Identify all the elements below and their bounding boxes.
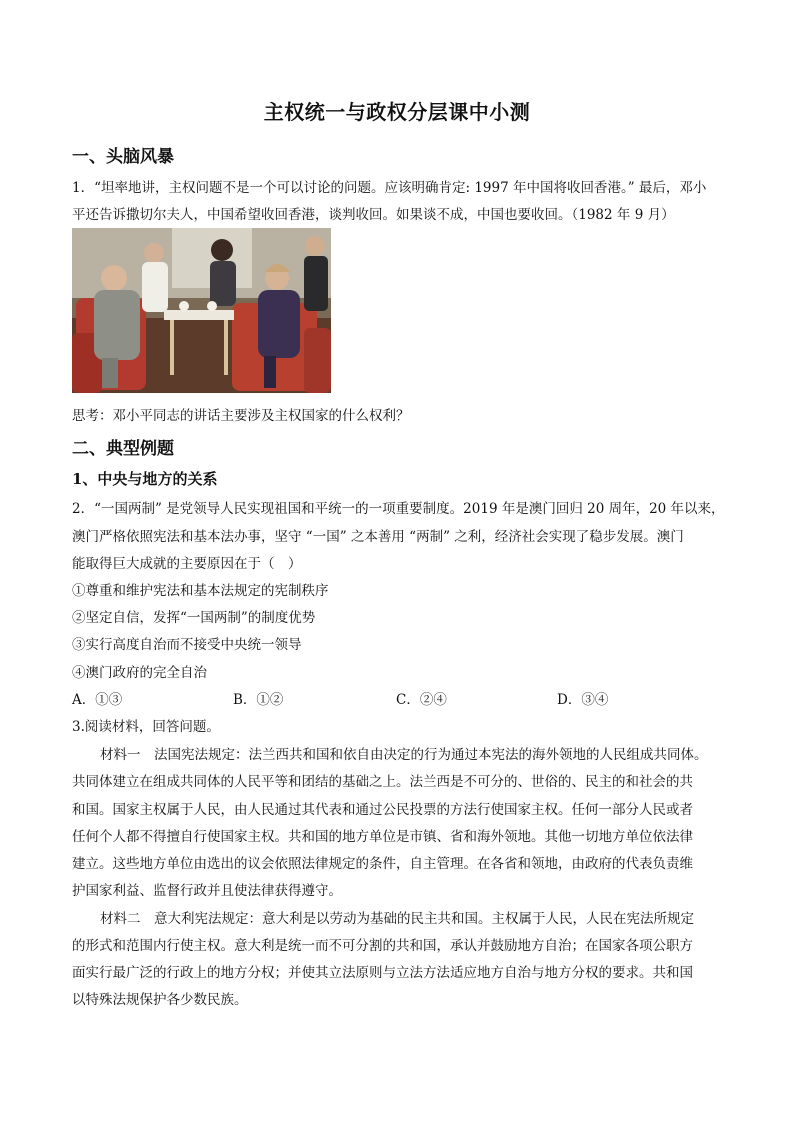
question-1-line: 平还告诉撒切尔夫人，中国希望收回香港，谈判收回。如果谈不成，中国也要收回。（1982 年 9 月） (72, 207, 675, 223)
question-1-line: 1．“坦率地讲，主权问题不是一个可以讨论的问题。应该明确肯定: 1997 年中国将收回香港。” 最后，邓小 (72, 180, 707, 196)
page-title: 主权统一与政权分层课中小测 (263, 100, 531, 124)
material-1-line: 任何个人都不得擅自行使国家主权。共和国的地方单位是市镇、省和海外领地。其他一切地方单位依法律 (72, 829, 693, 845)
section-heading-examples: 二、典型例题 (72, 439, 174, 459)
section-heading-brainstorm: 一、头脑风暴 (72, 147, 174, 167)
material-2-line: 面实行最广泛的行政上的地方分权；并使其立法原则与立法方法适应地方自治与地方分权的要求。共和国 (72, 965, 693, 981)
question-3-intro: 3.阅读材料，回答问题。 (72, 719, 220, 735)
question-2-item: ④澳门政府的完全自治 (72, 665, 207, 681)
material-1-line: 和国。国家主权属于人民，由人民通过其代表和通过公民投票的方法行使国家主权。任何一部分人民或者 (72, 802, 693, 818)
material-2-line: 以特殊法规保护各少数民族。 (72, 992, 248, 1008)
subheading-central-local: 1、中央与地方的关系 (72, 470, 218, 488)
meeting-photo (72, 228, 331, 393)
think-prompt: 思考：邓小平同志的讲话主要涉及主权国家的什么权利？ (72, 408, 410, 424)
material-1-line: 共同体建立在组成共同体的人民平等和团结的基础之上。法兰西是不可分的、世俗的、民主的和社会的共 (72, 774, 693, 790)
question-2-line: 2．“一国两制” 是党领导人民实现祖国和平统一的一项重要制度。2019 年是澳门回归 20 周年，20 年以来， (72, 501, 725, 517)
question-2-item: ③实行高度自治而不接受中央统一领导 (72, 637, 302, 653)
option-a: A．①③ (72, 692, 123, 708)
meeting-photo-illustration (72, 228, 331, 393)
question-2-line: 澳门严格依照宪法和基本法办事，坚守 “一国” 之本善用 “两制” 之利，经济社会实现了稳步发展。澳门 (72, 529, 684, 545)
material-1-line: 护国家利益、监督行政并且使法律获得遵守。 (72, 883, 342, 899)
option-c: C．②④ (396, 692, 447, 708)
material-1-line: 材料一 法国宪法规定：法兰西共和国和依自由决定的行为通过本宪法的海外领地的人民组成共同体。 (100, 747, 708, 763)
question-2-line: 能取得巨大成就的主要原因在于（ ） (72, 556, 302, 572)
material-2-line: 材料二 意大利宪法规定：意大利是以劳动为基础的民主共和国。主权属于人民，人民在宪法所规定 (100, 911, 694, 927)
material-2-line: 的形式和范围内行使主权。意大利是统一而不可分割的共和国，承认并鼓励地方自治；在国家各项公职方 (72, 938, 693, 954)
material-1-line: 建立。这些地方单位由选出的议会依照法律规定的条件，自主管理。在各省和领地，由政府的代表负责维 (72, 856, 693, 872)
option-d: D．③④ (557, 692, 609, 708)
question-2-item: ②坚定自信，发挥“一国两制”的制度优势 (72, 610, 316, 626)
question-2-item: ①尊重和维护宪法和基本法规定的宪制秩序 (72, 583, 329, 599)
option-b: B．①② (233, 692, 284, 708)
